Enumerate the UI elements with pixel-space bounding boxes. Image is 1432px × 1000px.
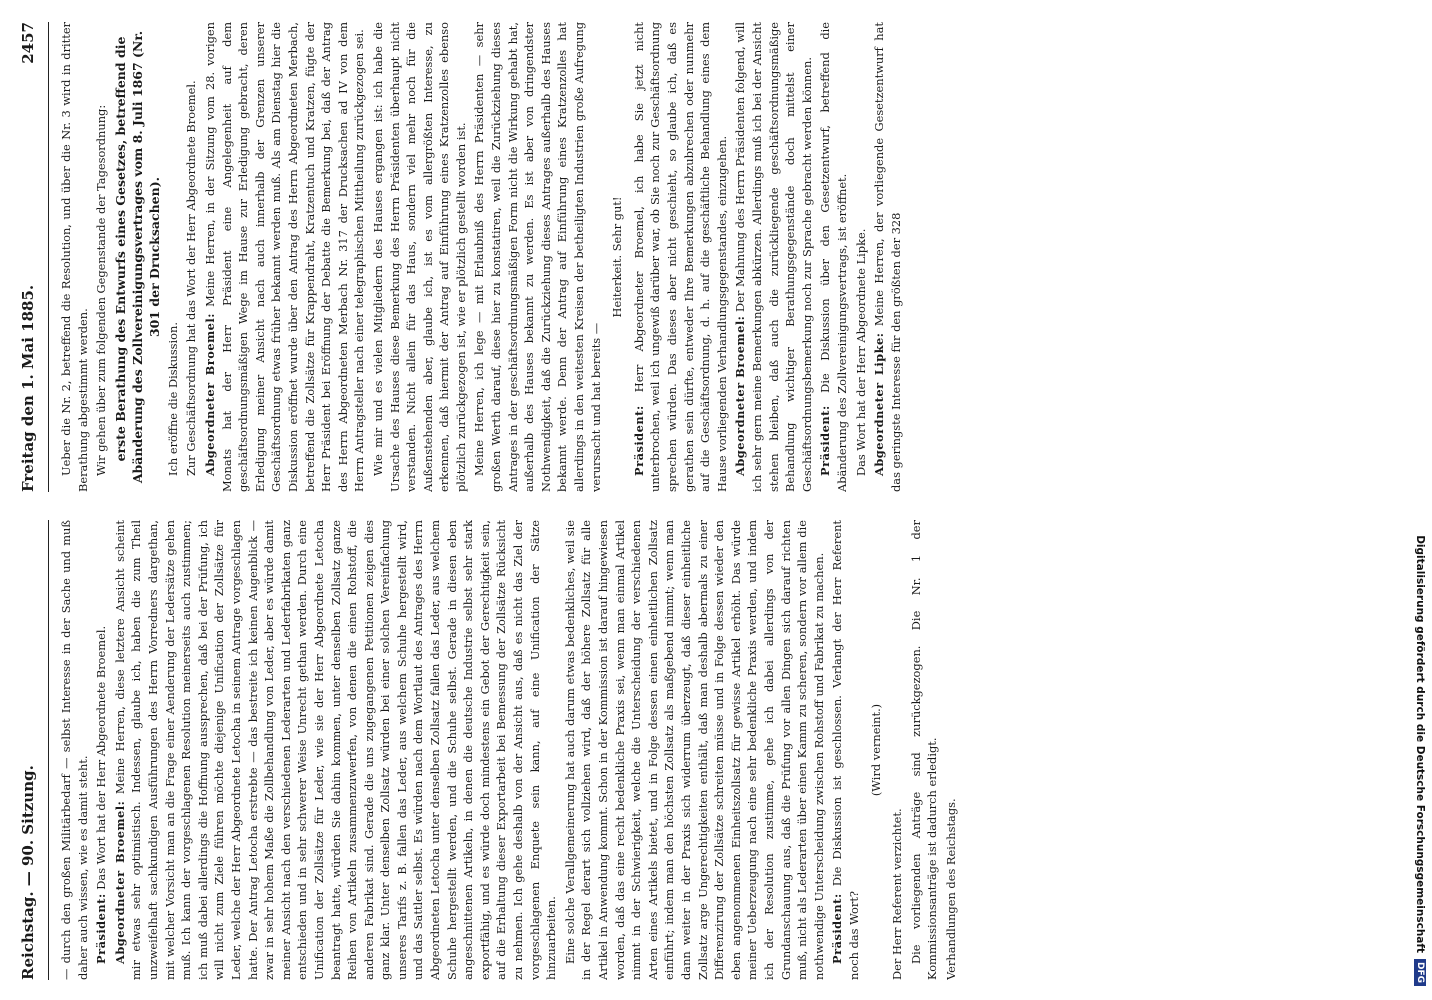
text-paragraph: Wir gehen über zum folgenden Gegenstande der Tagesordnung: — [94, 104, 109, 476]
text-paragraph: Wie mir und es vielen Mitgliedern des Hauses ergangen ist: ich habe die Ursache des Hauses diese Bemerkung des Herrn Präsidenten überhaupt nicht verstanden. Nicht allein für das Haus, sondern viel mehr noch für die Außenstehenden aber, glaube ich, ist es vom allergrößten Interesse, zu erkennen, daß hiermit der Antrag auf Einführung eines Kratzenzolles ebenso plötzlich zurückgezogen ist, wie er plötzlich gestellt worden ist. — [370, 22, 468, 492]
speech-paragraph — [631, 22, 731, 492]
text-paragraph: Zur Geschäftsordnung hat das Wort der Herr Abgeordnete Broemel. — [184, 80, 199, 476]
speaker-name: Abgeordneter Lipke: — [872, 332, 887, 476]
speech-text: Das Wort hat der Herr Abgeordnete Broemel. — [94, 625, 109, 894]
dfg-logo: DFG — [1414, 959, 1426, 986]
speech-text: Die Diskussion ist geschlossen. Verlangt der Herr Referent noch das Wort? — [830, 520, 861, 980]
speech-paragraph — [829, 520, 862, 980]
stage-direction: Heiterkeit. Sehr gut! — [610, 196, 625, 318]
text-paragraph: Die vorliegenden Anträge sind zurückgezogen. Die Nr. 1 der Kommissionsanträge ist dadurch erledigt. — [908, 520, 940, 980]
speech-paragraph — [871, 22, 904, 492]
speaker-name: Präsident: — [94, 893, 109, 964]
speaker-name: Präsident: — [631, 405, 646, 476]
speech-paragraph — [817, 22, 850, 492]
text-paragraph: Ueber die Nr. 2, betreffend die Resolution, und über die Nr. 3 wird in dritter Berathung abgestimmt werden. — [59, 22, 90, 492]
speech-paragraph — [93, 520, 110, 980]
text-column-left — [58, 520, 1398, 980]
margin-note-text: Digitalisierung gefördert durch die Deutsche Forschungsgemeinschaft — [1414, 535, 1426, 953]
stage-direction: (Wird verneint.) — [868, 703, 883, 797]
speech-paragraph — [732, 22, 815, 492]
speech-text: Meine Herren, diese letztere Ansicht scheint mir etwas sehr optimistisch. Indessen, glaube ich, haben die zum Theil unzweifelhaft sachkundigen Ausführungen des Herrn Vorredners dargethan, mit welcher Vorsicht man an die Frage einer Aenderung der Ledersätze gehen muß. Ich kann der vorgeschlagenen Resolution meinerseits auch zustimmen; ich muß dabei allerdings die Hoffnung aussprechen, daß bei der Prüfung, ich will nicht zum Ziele führen möchte diejenige Unification der Zollsätze für Leder, welche der Herr Abgeordnete Letocha in seinem Antrage vorgeschlagen hatte. Der Antrag Letocha erstrebte — das bestreite ich keinen Augenblick — zwar in sehr hohem Maße die Zollbehandlung von Leder, aber es würde damit meiner Ansicht nach den verschiedenen Lederarten und Lederfabrikaten ganz entschieden und in sehr schwerer Weise Unrecht gethan werden. Durch eine Unification der Zollsätze für Leder, wie sie der Herr Abgeordnete Letocha beantragt hatte, würden Sie dahin kommen, unter denselben Zollsatz ganze Reihen von Artikeln zusammenzuwerfen, von denen die einen Rohstoff, die anderen Fabrikat sind. Gerade die uns zugegangenen Petitionen zeigen dies ganz klar. Unter denselben Zollsatz würden bei einer solchen Vereinfachung unseres Tarifs z. B. fallen das Leder, aus welchem Schuhe hergestellt wird, und das Sattler selbst. Es würden nach dem Wortlaut des Antrages des Herrn Abgeordneten Letocha unter denselben Zollsatz fallen das Leder, aus welchem Schuhe hergestellt werden, und die Schuhe selbst. Gerade in diesen eben angeschnittenen Artikeln, in denen die deutsche Industrie selbst sehr stark exportfähig, und es würde doch mindestens ein Gebot der Gerechtigkeit sein, auf die Erhaltung dieser Exportarbeit bei Bemessung der Zollsätze Rücksicht zu nehmen. Ich gehe deshalb von der Ansicht aus, daß es nicht das Ziel der vorgeschlagenen Enquete sein kann, auf eine Unification der Sätze hinzuarbeiten. — [112, 520, 559, 980]
text-paragraph: Das Wort hat der Herr Abgeordnete Lipke. — [853, 228, 868, 476]
speech-text: Herr Abgeordneter Broemel, ich habe Sie jetzt nicht unterbrochen, weil ich ungewiß darüber war, ob Sie noch zur Geschäftsordnung sprechen würden. Das dieses aber nicht geschieht, so glaube ich, daß es gerathen sein dürfte, entweder Ihre Bemerkungen abzubrechen oder nunmehr auf die Geschäftsordnung, d. h. auf die geschäftliche Behandlung eines dem Hause vorliegenden Verhandlungsgegenstandes, einzugehen. — [631, 22, 729, 492]
text-paragraph: Meine Herren, ich lege — mit Erlaubniß des Herrn Präsidenten — sehr großen Werth darauf, diese hier zu konstatiren, weil die Zurückziehung dieses Antrages in der geschäftsordnungsmäßigen Form nicht die Wirkung gehabt hat, außerhalb des Hauses bekannt zu werden. Es ist aber von dringendster Nothwendigkeit, daß die Zurückziehung dieses Antrages außerhalb des Hauses bekannt werde. Denn der Antrag auf Einführung eines Kratzenzolles hat allerdings in den weitesten Kreisen der betheiligten Industrien große Aufregung verursacht und hat bereits — — [472, 22, 603, 492]
header-session-title: Reichstag. — 90. Sitzung. — [19, 765, 37, 980]
speaker-name: Präsident: — [830, 893, 845, 964]
header-date: Freitag den 1. Mai 1885. — [19, 284, 37, 492]
page-header-left — [8, 520, 49, 980]
speech-text: Meine Herren, der vorliegende Gesetzentwurf hat das geringste Interesse für den größten der 328 — [872, 22, 903, 492]
page-number: 2457 — [19, 22, 37, 64]
text-column-right — [58, 22, 1398, 492]
digitization-margin-note — [1408, 0, 1432, 1000]
text-paragraph: Ich eröffne die Diskussion. — [165, 322, 180, 476]
speaker-name: Abgeordneter Broemel: — [733, 315, 748, 476]
text-paragraph: Der Herr Referent verzichtet. — [890, 808, 905, 980]
speech-text: Der Mahnung des Herrn Präsidenten folgend, will ich sehr gern meine Bemerkungen abkürzen. Allerdings muß ich bei der Ansicht stehen bleiben, daß auch die zurückliegende geschäftsordnungsmäßige Behandlung wichtiger Berathungsgegenstände doch mittelst einer Geschäftsordnungsbemerkung noch zur Sprache gebracht werden können. — [733, 22, 814, 492]
speech-paragraph — [202, 22, 368, 492]
speaker-name: Abgeordneter Broemel: — [112, 800, 127, 964]
page-header-right — [8, 22, 49, 492]
speech-paragraph — [112, 520, 560, 980]
speech-text: Meine Herren, in der Sitzung vom 28. vorigen Monats hat der Herr Präsident eine Angelegenheit auf dem geschäftsordnungsmäßigen Wege im Hause zur Erledigung gebracht, deren Erledigung meiner Ansicht nach auch innerhalb der Grenzen unserer Geschäftsordnung etwas früher bekannt werden muß. Als am Dienstag hier die Diskussion eröffnet wurde über den Antrag des Herrn Abgeordneten Merbach, betreffend die Zollsätze für Krappendraht, Kratzentuch und Kratzen, fügte der Herr Präsident bei Eröffnung der Debatte die Bemerkung bei, daß der Antrag des Herrn Abgeordneten Merbach Nr. 317 der Drucksachen ad IV von dem Herrn Antragsteller nach einer telegraphischen Mittheilung zurückgezogen sei. — [202, 22, 367, 492]
text-paragraph: Verhandlungen des Reichstags. — [943, 798, 958, 980]
text-paragraph: Eine solche Verallgemeinerung hat auch darum etwas bedenkliches, weil sie in der Regel derart sich vollziehen wird, daß der höhere Zollsatz für alle Artikel in Anwendung kommt. Schon in der Kommission ist darauf hingewiesen worden, daß das eine recht bedenkliche Praxis sei, wenn man einmal Artikel nimmt in der Schwierigkeit, welche die Unterscheidung der verschiedenen Arten eines Artikels bietet, und in Folge dessen einen einheitlichen Zollsatz einführt; indem man den höchsten Zollsatz als maßgebend nimmt; wenn man dann weiter in der Praxis sich widerrum überzeugt, daß dieser einheitliche Zollsatz arge Ungerechtigkeiten enthält, daß man deshalb abermals zu einer Differenzirung der Zollsätze schreiten müsse und in Folge dessen wieder den eben angenommenen Einheitszollsatz für gewisse Artikel erhöht. Das würde meiner Ueberzeugung nach eine sehr bedenkliche Praxis werden, und indem ich der Resolution zustimme, gehe ich dabei allerdings von der Grundanschauung aus, daß die Prüfung vor allen Dingen sich darauf richten muß, nicht als Lederarten über einen Kamm zu scheren, sondern vor allem die nothwendige Unterscheidung zwischen Rohstoff und Fabrikat zu machen. — [562, 520, 826, 980]
speaker-name: Präsident: — [818, 405, 833, 476]
agenda-item: erste Berathung des Entwurfs eines Gesetzes, betreffend die Abänderung des Zollvereinigungsvertrages vom 8. Juli 1867 (Nr. 301 der Drucksachen). — [112, 30, 162, 484]
text-paragraph: — durch den großen Militärbedarf — selbst Interesse in der Sache und muß daher auch wissen, wie es damit steht. — [59, 520, 90, 980]
speech-text: Die Diskussion über den Gesetzentwurf, betreffend die Abänderung des Zollvereinigungsvertrags, ist eröffnet. — [818, 22, 849, 492]
speaker-name: Abgeordneter Broemel: — [202, 313, 217, 476]
